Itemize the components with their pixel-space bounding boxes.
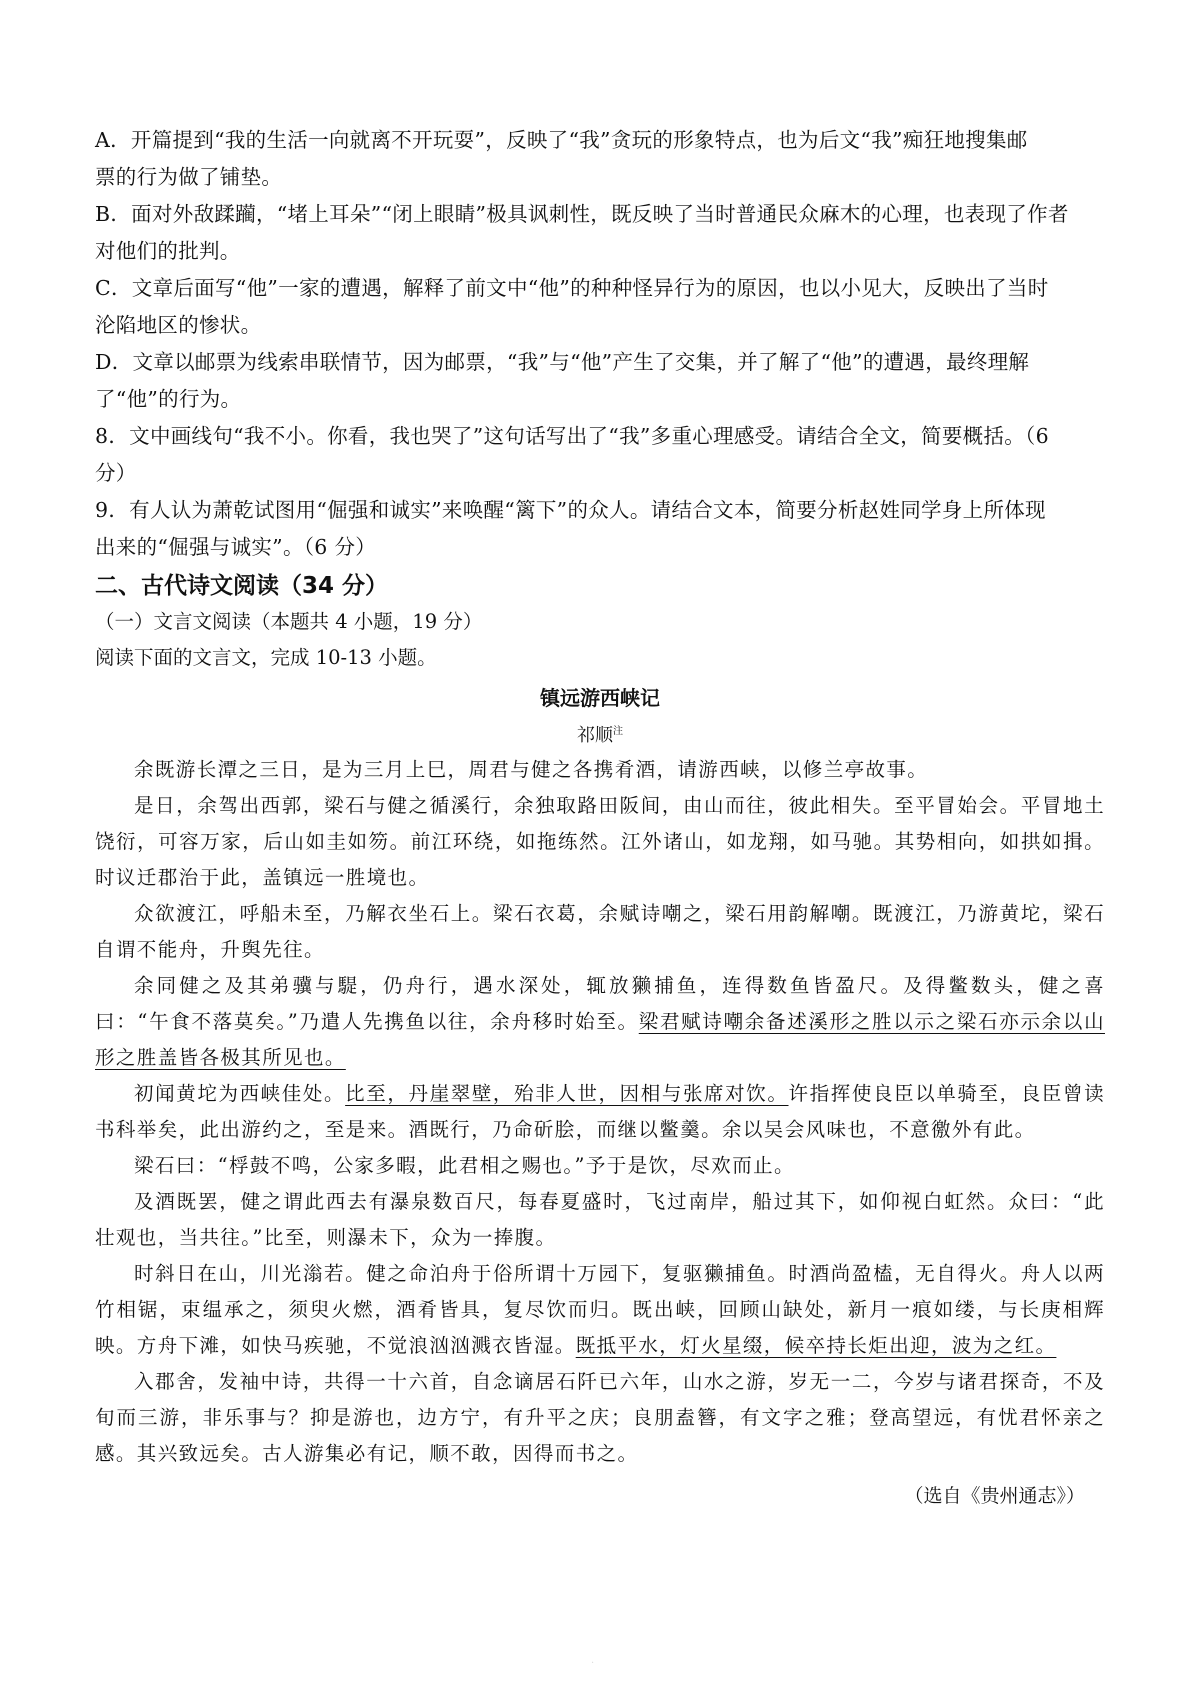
paragraph-4-text: 余同健之及其弟骥与騠，仍舟行，遇水深处，辄放獭捕鱼，连得数鱼皆盈尺。及得鳖数头，健之喜曰：“午食不落莫矣。”乃遣人先携鱼以往，余舟移时始至。 <box>95 974 1105 1033</box>
classical-passage <box>95 752 1105 1472</box>
passage-paragraph-9: 入郡舍，发袖中诗，共得一十六首，自念谪居石阡已六年，山水之游，岁无一二，今岁与诸君探奇，不及旬而三游，非乐事与？抑是游也，边方宁，有升平之庆；良朋盍簪，有文字之雅；登高望远，有忧君怀亲之感。其兴致远矣。古人游集必有记，顺不敢，因得而书之。 <box>95 1370 1105 1465</box>
question-8-line-1: 8．文中画线句“我不小。你看，我也哭了”这句话写出了“我”多重心理感受。请结合全文，简要概括。（6 <box>95 424 1049 448</box>
question-9-line-2: 出来的“倔强与诚实”。（6 分） <box>95 535 377 559</box>
passage-paragraph-8 <box>95 1256 1105 1364</box>
passage-paragraph-7: 及酒既罢，健之谓此西去有瀑泉数百尺，每春夏盛时，飞过南岸，船过其下，如仰视白虹然。众曰：“此壮观也，当共往。”比至，则瀑未下，众为一捧腹。 <box>95 1190 1105 1249</box>
section-subheading: （一）文言文阅读（本题共 4 小题，19 分） <box>95 610 483 633</box>
option-d-line-1: D．文章以邮票为线索串联情节，因为邮票，“我”与“他”产生了交集，并了解了“他”的遭遇，最终理解 <box>95 350 1030 374</box>
question-9-line-1: 9．有人认为萧乾试图用“倔强和诚实”来唤醒“篱下”的众人。请结合文本，简要分析赵姓同学身上所体现 <box>95 498 1046 522</box>
underlined-sentence-1: 梁君赋诗嘲余备述溪形之胜以示之梁石亦示余以山形之胜盖皆各极其所见也。 <box>95 1010 1105 1069</box>
option-c-line-2: 沦陷地区的惨状。 <box>95 313 262 337</box>
passage-paragraph-1: 余既游长潭之三日，是为三月上巳，周君与健之各携肴酒，请游西峡，以修兰亭故事。 <box>134 758 929 781</box>
exam-page <box>95 122 1105 1516</box>
section-instruction: 阅读下面的文言文，完成 10-13 小题。 <box>95 646 437 669</box>
passage-source: （选自《贵州通志》） <box>904 1485 1085 1507</box>
option-a-line-2: 票的行为做了铺垫。 <box>95 165 283 189</box>
question-8-line-2: 分） <box>95 461 137 485</box>
section-heading: 二、古代诗文阅读（34 分） <box>95 573 389 599</box>
passage-paragraph-5 <box>95 1076 1105 1148</box>
passage-paragraph-3: 众欲渡江，呼船未至，乃解衣坐石上。梁石衣葛，余赋诗嘲之，梁石用韵解嘲。既渡江，乃游黄坨，梁石自谓不能舟，升舆先往。 <box>95 902 1105 961</box>
option-d-line-2: 了“他”的行为。 <box>95 387 242 411</box>
passage-paragraph-6: 梁石曰：“桴鼓不鸣，公家多暇，此君相之赐也。”予于是饮，尽欢而止。 <box>134 1154 795 1177</box>
paragraph-8-text: 时斜日在山，川光滃若。健之命泊舟于俗所谓十万园下，复驱獭捕鱼。时酒尚盈榼，无自得火。舟人以两竹相锯，束缊承之，须臾火燃，酒肴皆具，复尽饮而归。既出峡，回顾山缺处，新月一痕如缕，与长庚相辉映。方舟下滩，如快马疾驰，不觉浪汹汹溅衣皆湿。 <box>95 1262 1105 1357</box>
option-b-line-1: B．面对外敌蹂躏，“堵上耳朵”“闭上眼睛”极具讽刺性，既反映了当时普通民众麻木的心理，也表现了作者 <box>95 202 1069 226</box>
passage-author <box>95 716 1105 752</box>
option-a-line-1: A．开篇提到“我的生活一向就离不开玩耍”，反映了“我”贪玩的形象特点，也为后文“我”痴狂地搜集邮 <box>95 128 1028 152</box>
passage-title: 镇远游西峡记 <box>540 686 660 710</box>
option-b-line-2: 对他们的批判。 <box>95 239 241 263</box>
footer-mark: · <box>591 1658 595 1669</box>
paragraph-5-text-b: 许指挥使良臣以单骑至，良臣曾读书科举矣，此出游约之，至是来。酒既行，乃命斫脍，而继以鳖羹。余以吴会风味也，不意徼外有此。 <box>95 1082 1105 1141</box>
option-c-line-1: C．文章后面写“他”一家的遭遇，解释了前文中“他”的种种怪异行为的原因，也以小见大，反映出了当时 <box>95 276 1049 300</box>
author-name: 祁顺 <box>577 725 613 746</box>
passage-paragraph-4 <box>95 968 1105 1076</box>
passage-paragraph-2: 是日，余驾出西郭，梁石与健之循溪行，余独取路田阪间，由山而往，彼此相失。至平冒始会。平冒地土饶衍，可容万家，后山如圭如笏。前江环绕，如拖练然。江外诸山，如龙翔，如马驰。其势相向，如拱如揖。时议迁郡治于此，盖镇远一胜境也。 <box>95 794 1105 889</box>
paragraph-5-text-a: 初闻黄坨为西峡佳处。 <box>134 1082 346 1105</box>
underlined-sentence-2: 比至，丹崖翠壁，殆非人世，因相与张席对饮。 <box>345 1082 789 1105</box>
answer-options <box>95 122 1105 566</box>
underlined-sentence-3: 既抵平水，灯火星缀，候卒持长炬出迎，波为之红。 <box>575 1334 1057 1357</box>
author-note-mark: 注 <box>613 726 623 737</box>
